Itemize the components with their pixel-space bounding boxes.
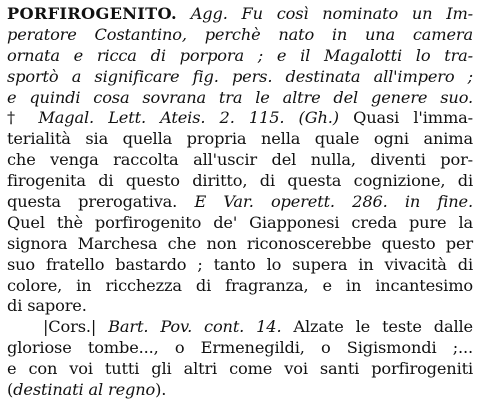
italic-text: ornata e ricca di porpora ; e il Magalotti lo tra-	[7, 45, 473, 65]
entry-line	[7, 129, 473, 150]
entry-line	[7, 380, 473, 401]
body-text: Quel thè porfirogenito de' Giapponesi creda pure la	[7, 212, 473, 232]
body-text: ).	[155, 380, 167, 400]
body-text: e con voi tutti gli altri come voi santi porfirogeniti	[7, 359, 473, 379]
body-text: che venga raccolta all'uscir del nulla, diventi por-	[7, 150, 473, 170]
body-text: di sapore.	[7, 296, 87, 316]
entry-line	[7, 88, 473, 109]
entry-line	[7, 255, 473, 276]
body-text: Alzate le teste dalle	[281, 317, 473, 337]
entry-line	[7, 4, 473, 25]
entry-line	[7, 171, 473, 192]
entry-line	[7, 25, 473, 46]
body-text: (	[7, 380, 14, 400]
body-text: firogenita di questo diritto, di questa cognizione, di	[7, 171, 473, 191]
italic-text: E Var. operett. 286. in fine.	[194, 192, 473, 212]
entry-line	[7, 46, 473, 67]
body-text: terialità sia quella propria nella quale ogni anima	[7, 129, 473, 149]
italic-text: destinati al regno	[13, 380, 156, 400]
italic-text: Bart. Pov. cont. 14.	[108, 317, 282, 337]
headword: PORFIROGENITO.	[7, 4, 177, 23]
body-text: |Cors.|	[43, 317, 109, 337]
italic-text: e quindi cosa sovrana tra le altre del genere suo.	[7, 87, 473, 107]
entry-line	[7, 296, 473, 317]
dictionary-entry	[7, 4, 473, 401]
entry-line	[7, 234, 473, 255]
body-text: suo fratello bastardo ; tanto lo supera in vivacità di	[7, 254, 473, 274]
body-text: colore, in ricchezza di fragranza, e in incantesimo	[7, 275, 473, 295]
body-text: gloriose tombe..., o Ermenegildi, o Sigismondi ;...	[7, 338, 473, 358]
body-text	[177, 4, 191, 23]
italic-text: sportò a significare fig. pers. destinata all'impero ;	[7, 66, 473, 86]
body-text: signora Marchesa che non riconoscerebbe questo per	[7, 233, 473, 253]
entry-line	[7, 338, 473, 359]
italic-text: Agg. Fu così nominato un Im-	[190, 4, 473, 23]
entry-line	[7, 67, 473, 88]
entry-line	[7, 276, 473, 297]
body-text: Quasi l'imma-	[338, 108, 473, 128]
body-text: questa prerogativa.	[7, 192, 195, 212]
italic-text: Magal. Lett. Ateis. 2. 115. (Gh.)	[38, 108, 339, 128]
entry-line	[7, 213, 473, 234]
italic-text: peratore Costantino, perchè nato in una camera	[7, 24, 473, 44]
entry-line	[7, 192, 473, 213]
entry-line	[7, 317, 473, 338]
entry-line	[7, 359, 473, 380]
entry-line	[7, 150, 473, 171]
body-text: †	[7, 108, 39, 128]
entry-line	[7, 108, 473, 129]
